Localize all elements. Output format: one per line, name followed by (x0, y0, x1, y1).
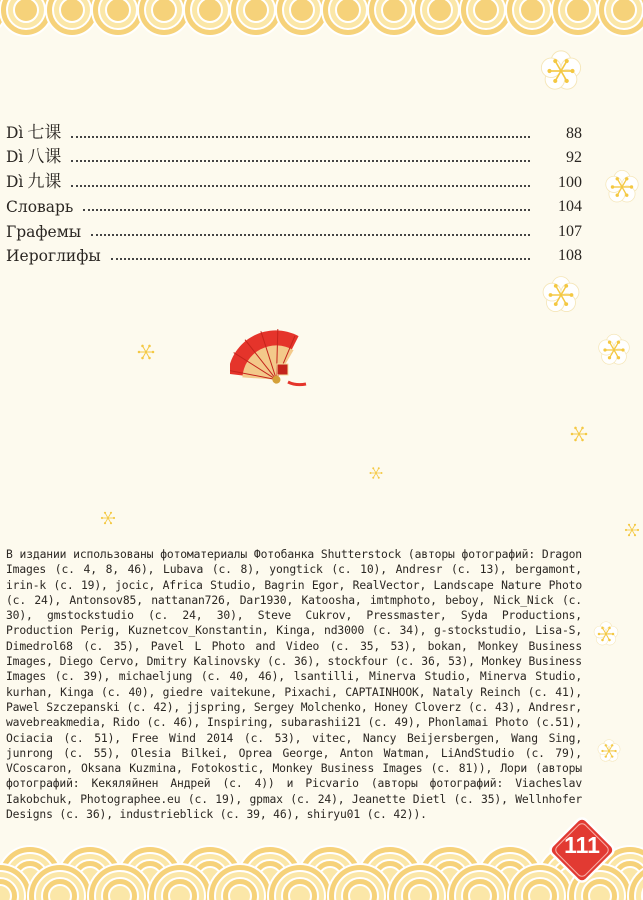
toc-page-number: 100 (558, 173, 582, 191)
toc-page-number: 108 (558, 247, 582, 264)
plum-blossom-icon (365, 462, 387, 484)
toc-entry-title (6, 198, 73, 216)
toc-row (6, 118, 582, 143)
plum-blossom-icon (538, 48, 584, 94)
plum-blossom-icon (565, 420, 593, 448)
dot-leader (83, 209, 530, 211)
plum-blossom-icon (603, 168, 641, 206)
plum-blossom-icon (596, 332, 632, 368)
section-name: Иероглифы (6, 247, 101, 265)
toc-row (6, 192, 582, 217)
toc-page-number: 104 (558, 198, 582, 215)
section-name: Словарь (6, 198, 74, 216)
lesson-number-hanzi: 九课 (27, 171, 62, 192)
table-of-contents (6, 118, 582, 265)
dot-leader (71, 185, 530, 187)
top-wave-decoration (0, 0, 643, 46)
toc-row (6, 143, 582, 168)
toc-page-number: 92 (566, 149, 582, 166)
folding-fan-icon (230, 322, 320, 412)
lesson-number-hanzi: 八课 (27, 147, 62, 167)
photo-credits-paragraph: В издании использованы фотоматериалы Фотобанка Shutterstock (авторы фотографий: Dragon Images (с. 4, 8, 46), Lubava (с. 8), yongtick (с. 10), Andresr (с. 13), bergamont, irin-k (с. 19), jocic, Africa Studio, Bagrin Egor, RealVector, Landscape Nature Photo (с. 24), Antonsov85, nattanan726, Dar1930, Katoosha, imtmphoto, beboy, Nick_Nick (с. 30), gmstockstudio (с. 24, 30), Steve Cukrov, Pressmaster, Syda Productions, Production Perig, Kuznetcov_Konstantin, Kinga, nd3000 (с. 34), g-stockstudio, Lisa-S, Dimedrol68 (с. 35), Pavel L Photo and Video (с. 35, 53), bokan, Monkey Business Images, Diego Cervo, Dmitry Kalinovsky (с. 36), stockfour (с. 36, 53), Monkey Business Images (с. 39), michaeljung (с. 40, 46), lsantilli, Minerva Studio, Minerva Studio, kurhan, Kinga (с. 40), giedre vaitekune, Pixachi, CAPTAINHOOK, Nataly Reinch (с. 41), Pawel Szczepanski (с. 42), jjspring, Sergey Molchenko, Honey Cloverz (с. 43), Andresr, wavebreakmedia, Rido (с. 46), Inspiring, subarashii21 (с. 49), Phonlamai Photo (с.51), Ociacia (с. 51), Free Wind 2014 (с. 53), vitec, Nancy Beijersbergen, Wang Sing, junrong (с. 55), Olesia Bilkei, Oprea George, Anton Watman, LiAndStudio (с. 79), VCoscaron, Oksana Kuzmina, Fotokostic, Monkey Business Images (с. 81)), Лори (авторы фотографий: Кекяляйнен Андрей (с. 4)) и Picvario (авторы фотографий: Viacheslav Iakobchuk, Photographee.eu (с. 19), gpmax (с. 24), Jeanette Dietl (с. 35), Wellnhofer Designs (с. 36), industrieblick (с. 39, 46), shiryu01 (с. 42)). (6, 547, 582, 822)
toc-entry-title (6, 223, 81, 241)
plum-blossom-icon (592, 620, 620, 648)
toc-row (6, 167, 582, 192)
lesson-prefix: Dì (6, 172, 24, 191)
toc-row (6, 241, 582, 266)
toc-entry-title (6, 118, 61, 143)
dot-leader (111, 258, 530, 260)
plum-blossom-icon (540, 274, 582, 316)
section-name: Графемы (6, 222, 82, 241)
plum-blossom-icon (596, 738, 622, 764)
toc-row (6, 216, 582, 241)
lesson-number-hanzi: 七课 (27, 122, 62, 143)
toc-entry-title (6, 142, 61, 167)
toc-page-number: 107 (558, 222, 582, 240)
dot-leader (71, 160, 530, 162)
toc-entry-title (6, 167, 61, 192)
lesson-prefix: Dì (6, 123, 24, 142)
plum-blossom-icon (96, 506, 120, 530)
toc-entry-title (6, 247, 101, 265)
lesson-prefix: Dì (6, 148, 24, 166)
page-number: 111 (564, 832, 600, 858)
toc-page-number: 88 (566, 124, 582, 142)
dot-leader (91, 234, 530, 236)
dot-leader (71, 136, 530, 138)
plum-blossom-icon (620, 518, 643, 542)
plum-blossom-icon (132, 338, 160, 366)
